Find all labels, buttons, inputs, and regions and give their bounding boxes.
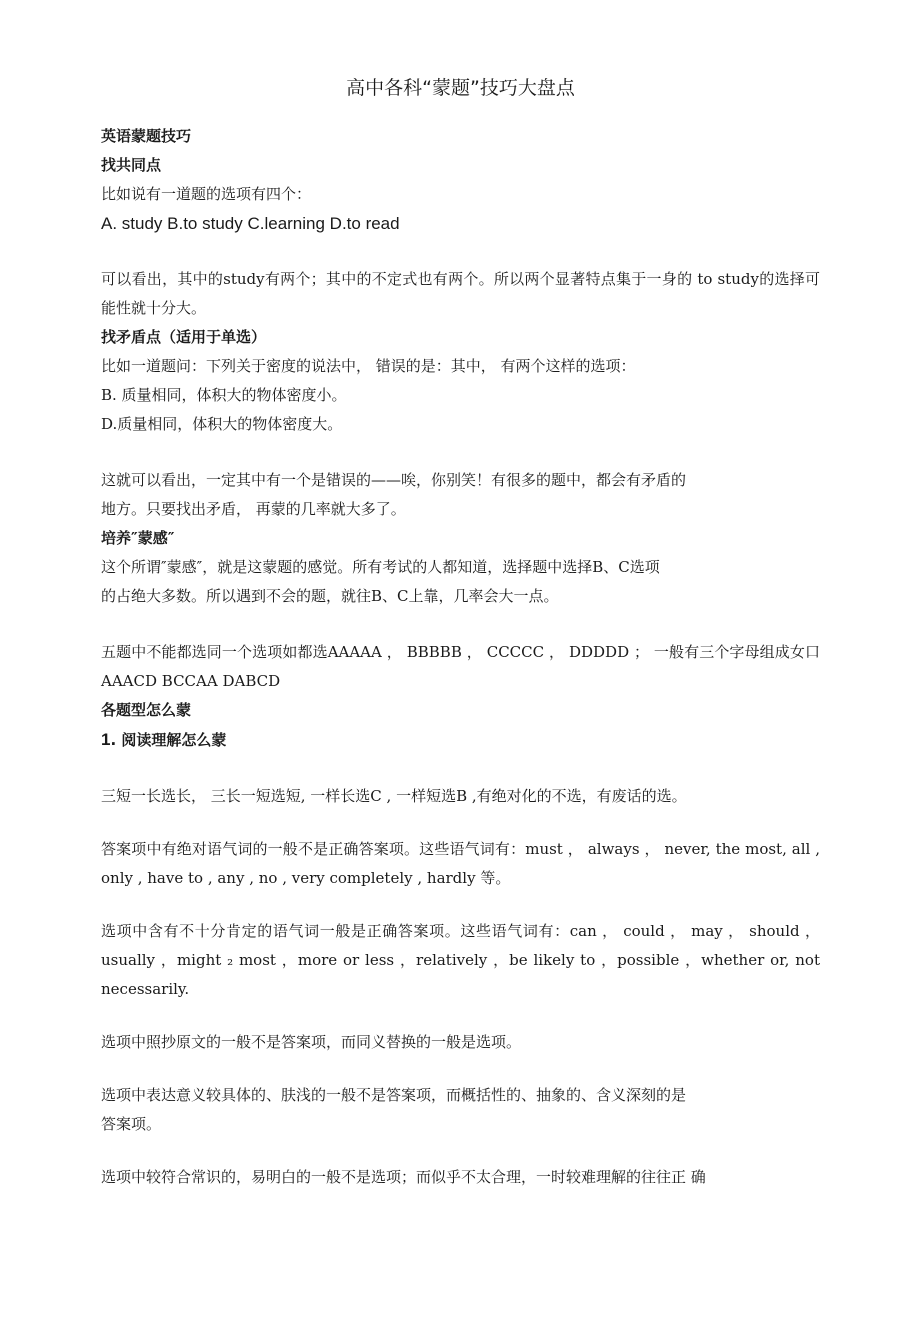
heading-english: 英语蒙题技巧 [101,127,192,145]
spacer [101,893,820,917]
heading-reading-number: 1 [101,730,111,749]
spacer [101,238,820,265]
paragraph-concrete-line-2: 答案项。 [101,1115,162,1133]
spacer [101,1139,820,1163]
spacer [101,1057,820,1081]
paragraph-example-intro: 比如说有一道题的选项有四个： [101,185,312,203]
spacer [101,755,820,782]
spacer [101,1004,820,1028]
paragraph-common-sense: 选项中较符合常识的，易明白的一般不是选项；而似乎不太合理，一时较难理解的往往正 确 [101,1168,706,1186]
paragraph-absolute-words: 答案项中有绝对语气词的一般不是正确答案项。这些语气词有：must ， always ， never, the most, all , only , have to , any , no , very completely , hardly 等。 [101,840,820,887]
paragraph-uncertain-words: 选项中含有不十分肯定的语气词一般是正确答案项。这些语气词有：can ， could ， may ， should ，usually ，might ₂ most ，more or less ，relatively ，be likely to ，possible ，whether or, not necessarily. [101,922,820,998]
paragraph-option-b: B. 质量相同，体积大的物体密度小。 [101,386,347,404]
paragraph-concrete-line-1: 选项中表达意义较具体的、肤浅的一般不是答案项，而概括性的、抽象的、含义深刻的是 [101,1086,687,1104]
paragraph-contradiction-intro: 比如一道题问：下列关于密度的说法中， 错误的是：其中， 有两个这样的选项： [101,357,636,375]
spacer [101,611,820,638]
heading-common: 找共同点 [101,156,162,174]
paragraph-copy-rule: 选项中照抄原文的一般不是答案项，而同义替换的一般是选项。 [101,1033,522,1051]
spacer [101,439,820,466]
paragraph-contradiction-line-1: 这就可以看出，一定其中有一个是错误的——唉，你别笑！有很多的题中，都会有矛盾的 [101,471,687,489]
paragraph-sense-line-2: 的占绝大多数。所以遇到不会的题，就往B、C上靠，几率会大一点。 [101,587,559,605]
heading-contradiction: 找矛盾点（适用于单选） [101,328,267,346]
paragraph-options: A. study B.to study C.learning D.to read [101,214,400,233]
paragraph-contradiction-line-2: 地方。只要找出矛盾， 再蒙的几率就大多了。 [101,500,406,518]
paragraph-length-rule: 三短一长选长， 三长一短选短, 一样长选C , 一样短选B ,有绝对化的不选，有废话的选。 [101,787,687,805]
heading-sense: 培养″蒙感″ [101,529,175,547]
paragraph-common-explanation: 可以看出，其中的study有两个；其中的不定式也有两个。所以两个显著特点集于一身的 to study的选择可能性就十分大。 [101,270,820,317]
paragraph-sense-line-1: 这个所谓″蒙感″，就是这蒙题的感觉。所有考试的人都知道，选择题中选择B、C选项 [101,558,660,576]
document-title: 高中各科“蒙题”技巧大盘点 [346,77,575,99]
spacer [101,811,820,835]
heading-reading [101,725,820,755]
heading-reading-text: . 阅读理解怎么蒙 [110,731,227,749]
paragraph-five-questions: 五题中不能都选同一个选项如都选AAAAA ， BBBBB ， CCCCC ， DDDDD ； 一般有三个字母组成女口 AAACD BCCAA DABCD [101,643,820,690]
paragraph-option-d: D.质量相同，体积大的物体密度大。 [101,415,343,433]
heading-question-types: 各题型怎么蒙 [101,701,192,719]
